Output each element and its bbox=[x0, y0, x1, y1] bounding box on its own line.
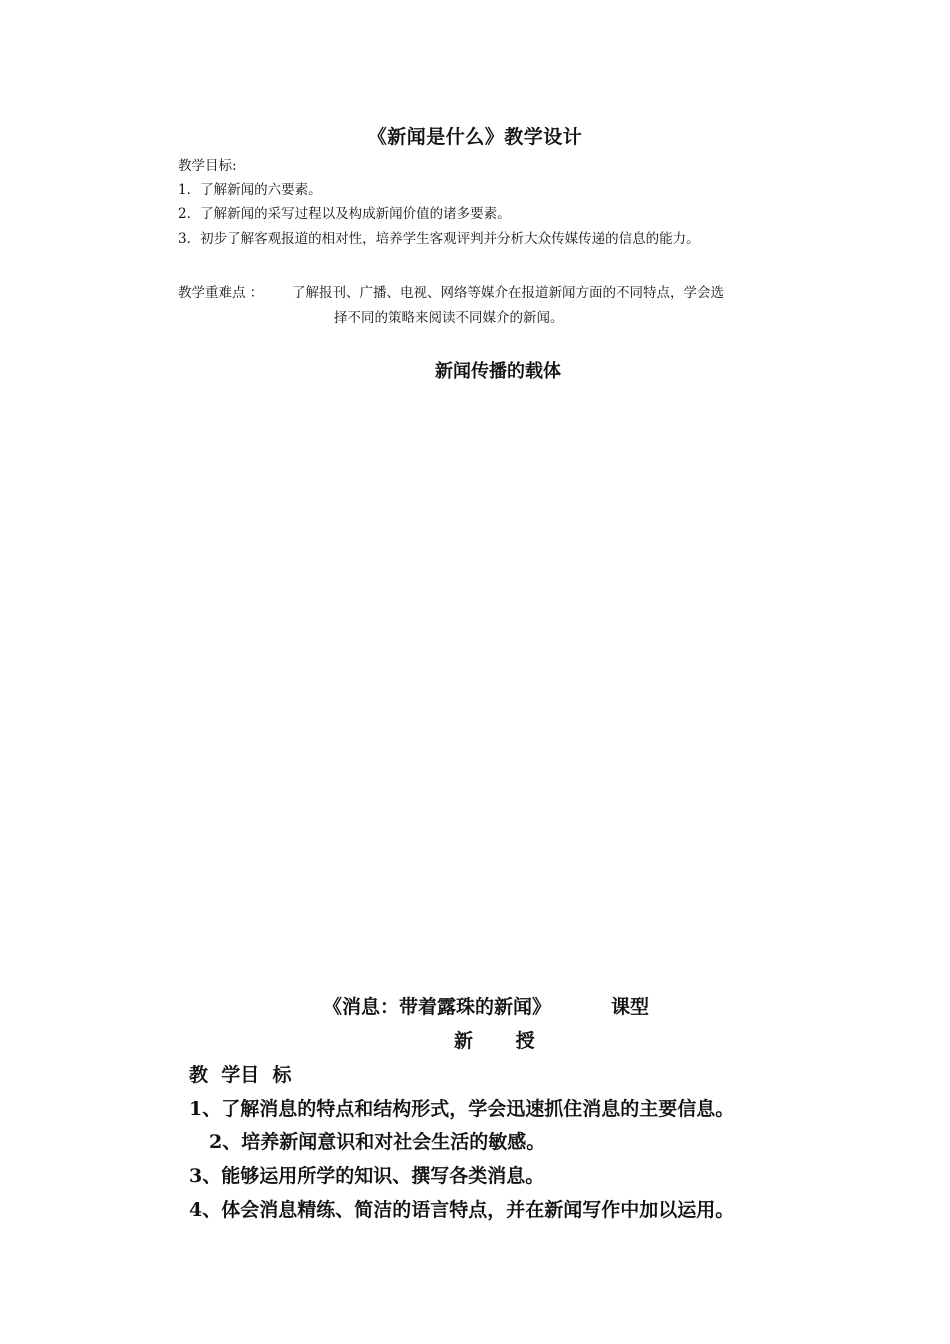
section-title: 新闻传播的载体 bbox=[435, 361, 561, 382]
lesson2-type-value: 新 授 bbox=[454, 1030, 553, 1052]
lesson2-goals-label: 教 学目 标 bbox=[189, 1064, 292, 1086]
key-points-line-2: 择不同的策略来阅读不同媒介的新闻。 bbox=[334, 310, 564, 326]
goal-item-3: 3．初步了解客观报道的相对性，培养学生客观评判并分析大众传媒传递的信息的能力。 bbox=[178, 231, 700, 247]
goal-item-2: 2．了解新闻的采写过程以及构成新闻价值的诸多要素。 bbox=[178, 206, 511, 222]
lesson2-goal-2: 2、培养新闻意识和对社会生活的敏感。 bbox=[209, 1131, 546, 1153]
goals-label: 教学目标: bbox=[178, 158, 237, 174]
lesson2-title: 《消息：带着露珠的新闻》 bbox=[323, 996, 552, 1018]
key-points-line-1: 了解报刊、广播、电视、网络等媒介在报道新闻方面的不同特点，学会选 bbox=[292, 285, 724, 301]
lesson2-type-label: 课型 bbox=[611, 996, 650, 1018]
document-title: 《新闻是什么》教学设计 bbox=[367, 126, 583, 148]
goal-item-1: 1．了解新闻的六要素。 bbox=[178, 182, 322, 198]
lesson2-goal-3: 3、能够运用所学的知识、撰写各类消息。 bbox=[189, 1165, 545, 1187]
key-points-label: 教学重难点 ： bbox=[178, 285, 264, 301]
lesson2-goal-1: 1、了解消息的特点和结构形式，学会迅速抓住消息的主要信息。 bbox=[189, 1098, 735, 1120]
lesson2-goal-4: 4、体会消息精练、简洁的语言特点，并在新闻写作中加以运用。 bbox=[189, 1199, 735, 1221]
